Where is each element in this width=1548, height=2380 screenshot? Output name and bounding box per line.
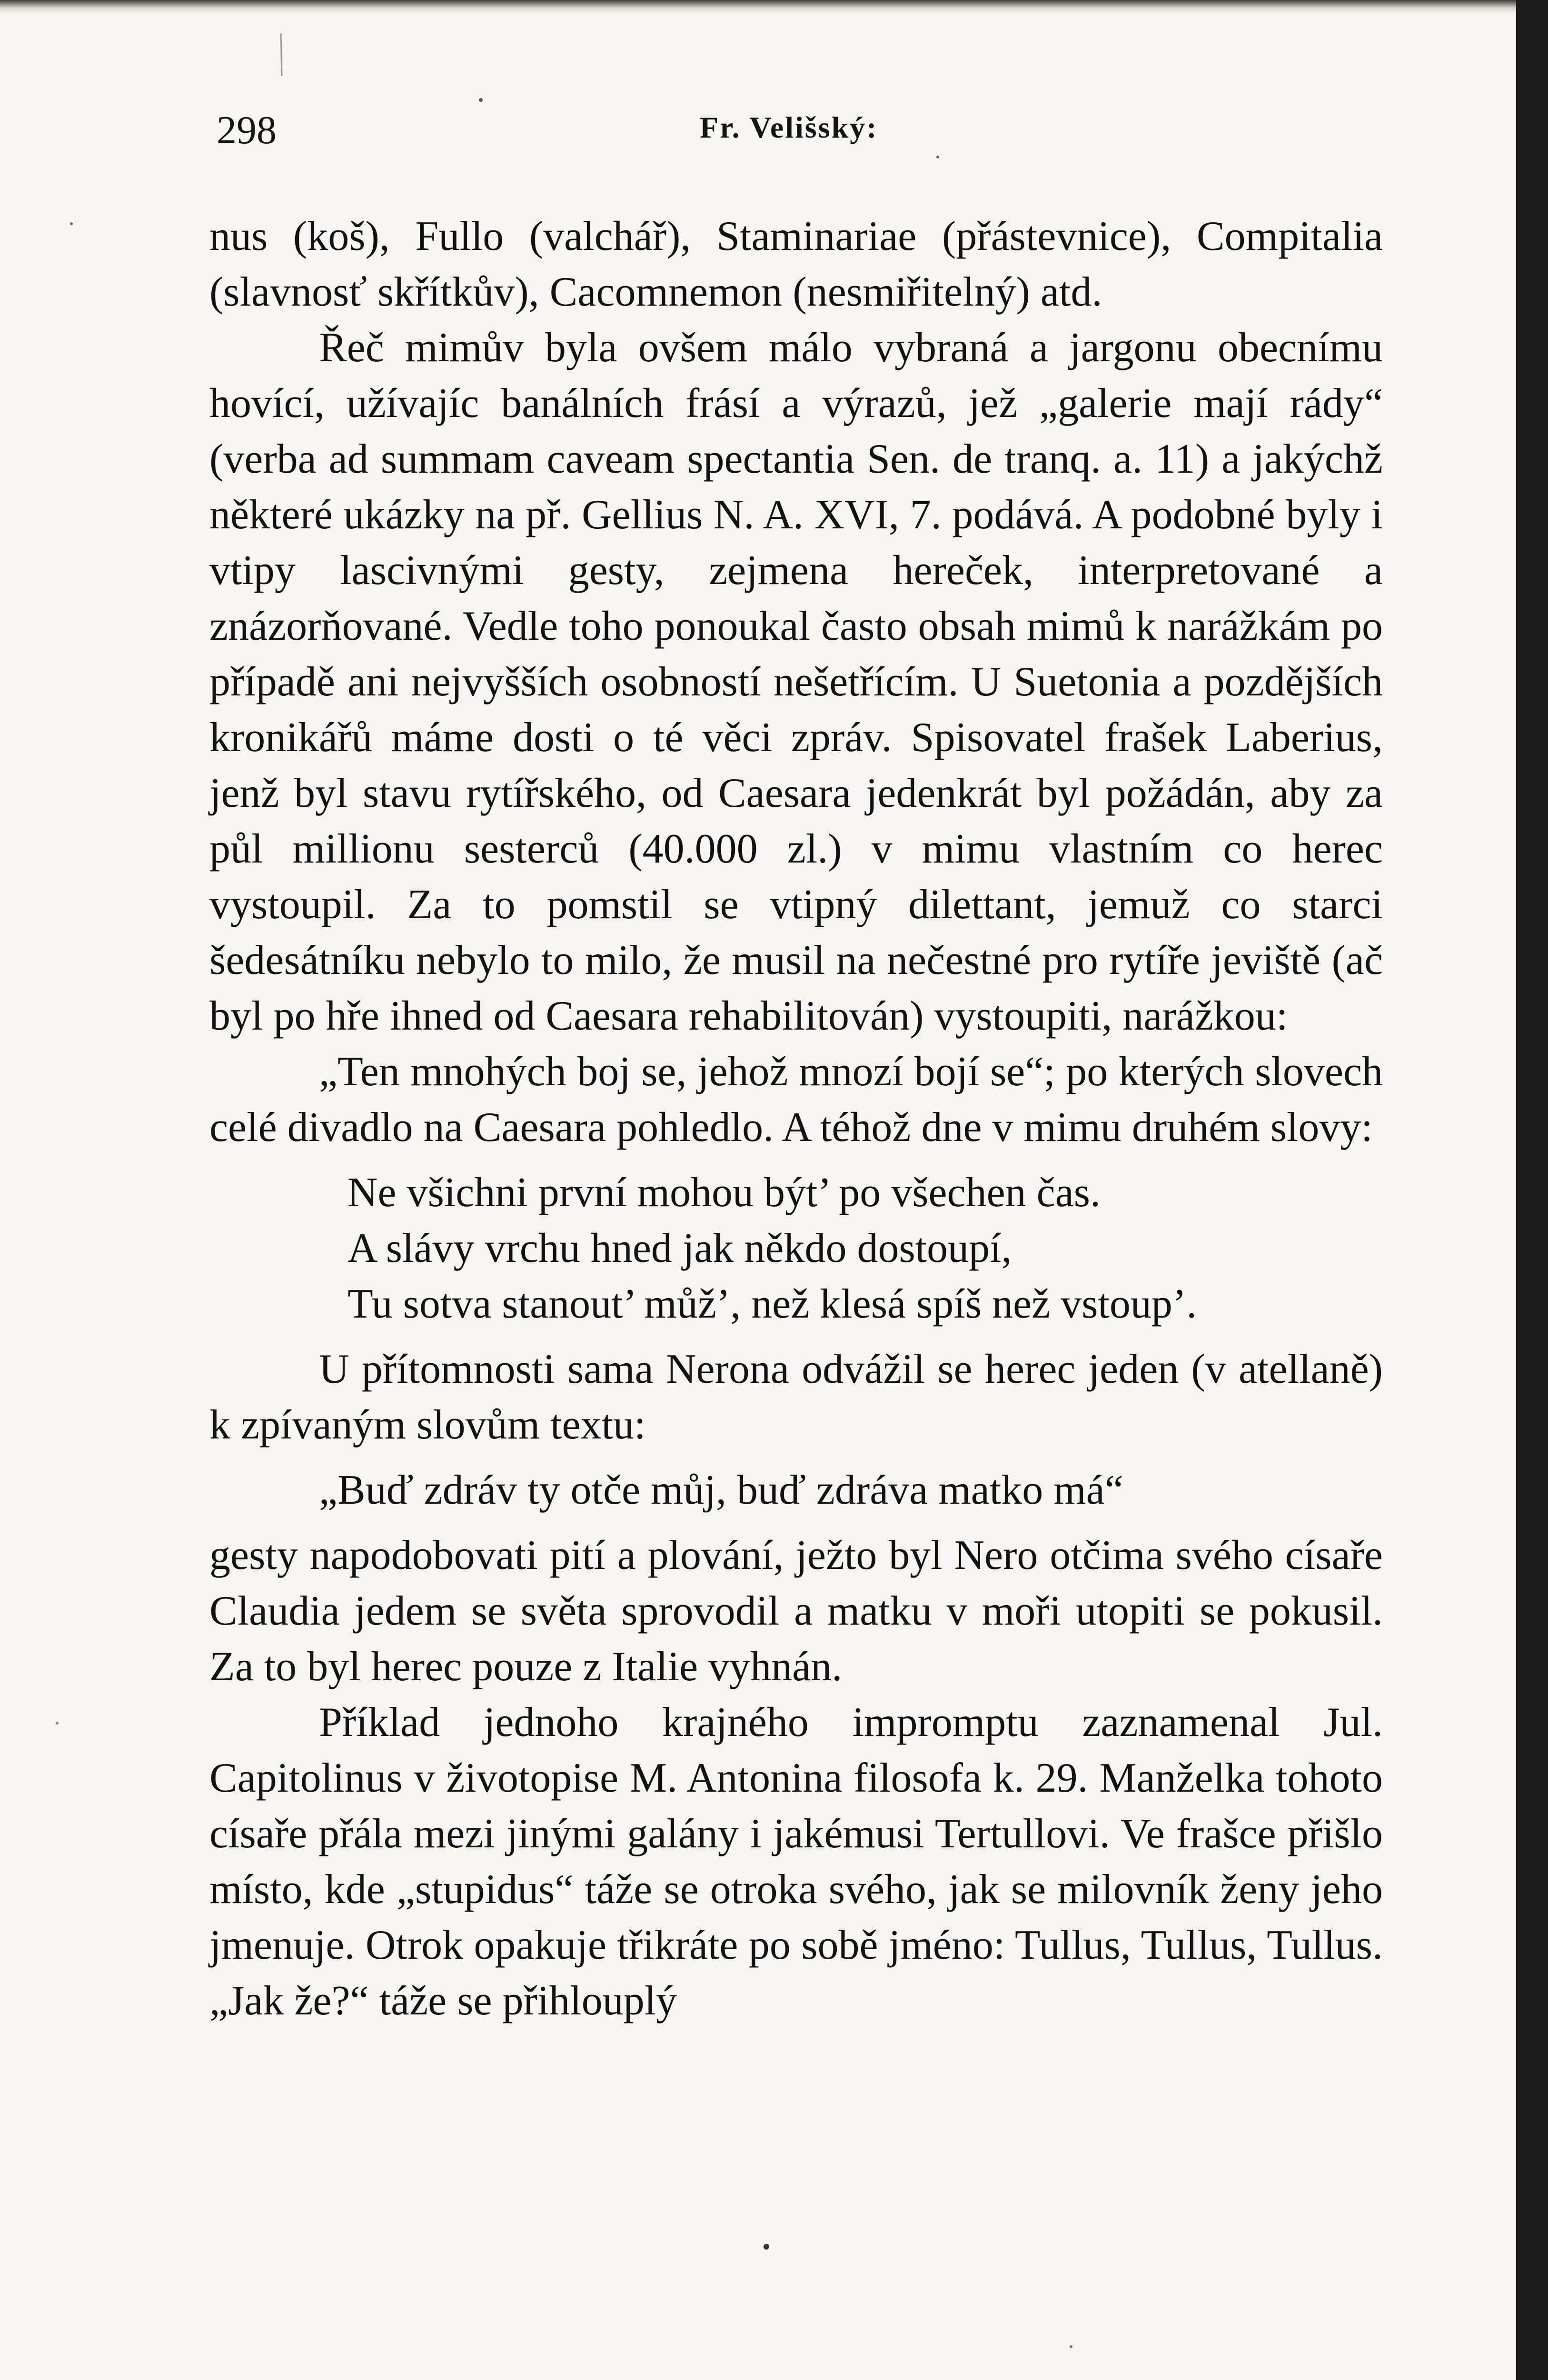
- paragraph-5: Příklad jednoho krajného impromptu zaznamenal Jul. Capitolinus v životopise M. Antonina filosofa k. 29. Manželka tohoto císaře přála mezi jinými galány i jakémusi Tertullovi. Ve frašce přišlo místo, kde „stupidus“ táže se otroka svého, jak se milovník ženy jeho jmenuje. Otrok opakuje třikráte po sobě jméno: Tullus, Tullus, Tullus. „Jak že?“ táže se přihlouplý: [209, 1699, 1383, 2024]
- paragraph-3: U přítomnosti sama Nerona odvážil se herec jeden (v atellaně) k zpívaným slovům textu:: [209, 1346, 1383, 1448]
- paragraph-2: Řeč mimův byla ovšem málo vybraná a jargonu obecnímu hovící, užívajíc banálních frásí a výrazů, jež „galerie mají rády“ (verba ad summam caveam spectantia Sen. de tranq. a. 11) a jakýchž některé ukázky na př. Gellius N. A. XVI, 7. podává. A podobné byly i vtipy lascivnými gesty, zejmena hereček, interpretované a znázorňované. Vedle toho ponoukal často obsah mimů k narážkám po případě ani nejvyšších osobností nešetřícím. U Suetonia a pozdějších kronikářů máme dosti o té věci zpráv. Spisovatel frašek Laberius, jenž byl stavu rytířského, od Caesara jedenkrát byl požádán, aby za půl millionu sesterců (40.000 zl.) v mimu vlastním co herec vystoupil. Za to pomstil se vtipný dilettant, jemuž co starci šedesátníku nebylo to milo, že musil na nečestné pro rytíře jeviště (ač byl po hře ihned od Caesara rehabilitován) vystoupiti, narážkou:: [209, 325, 1383, 1039]
- scan-border-right: [1516, 0, 1548, 2380]
- verse-line: Ne všichni první mohou být’ po všechen čas.: [347, 1170, 1101, 1216]
- quote-paragraph-1: „Ten mnohých boj se, jehož mnozí bojí se“; po kterých slovech celé divadlo na Caesara pohledlo. A téhož dne v mimu druhém slovy:: [209, 1049, 1383, 1150]
- verse-block: [209, 1165, 1383, 1332]
- paragraph-4: gesty napodobovati pití a plování, ježto byl Nero otčima svého císaře Claudia jedem se světa sprovodil a matku v moři utopiti se pokusil. Za to byl herec pouze z Italie vyhnán.: [209, 1532, 1383, 1690]
- page-header: [217, 107, 1383, 159]
- top-shadow: [0, 0, 1516, 13]
- quote-line-2: „Buď zdráv ty otče můj, buď zdráva matko má“: [319, 1467, 1123, 1513]
- running-head: Fr. Velišský:: [700, 110, 878, 144]
- body-text: [209, 208, 1383, 2029]
- page-number: 298: [217, 108, 277, 152]
- verse-line: Tu sotva stanout’ můž’, než klesá spíš než vstoup’.: [347, 1281, 1197, 1327]
- paragraph-1: nus (koš), Fullo (valchář), Staminariae (přástevnice), Compitalia (slavnosť skřítkův), Cacomnemon (nesmiřitelný) atd.: [209, 213, 1383, 315]
- verse-line: A slávy vrchu hned jak někdo dostoupí,: [347, 1225, 1012, 1271]
